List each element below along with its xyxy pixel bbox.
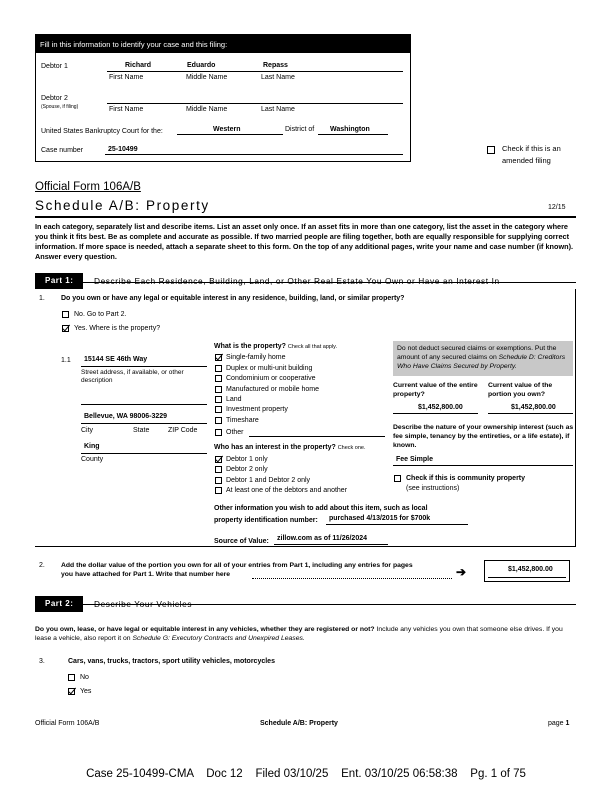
property-type-label: Condominium or cooperative xyxy=(226,375,316,382)
what-property-title: What is the property? xyxy=(214,343,286,350)
value-portion[interactable]: $1,452,800.00 xyxy=(511,404,556,411)
q1-yes-label: Yes. Where is the property? xyxy=(74,325,161,332)
part2-heading: Describe Your Vehicles xyxy=(94,599,193,609)
q3-no-checkbox[interactable] xyxy=(68,674,75,681)
what-property-label xyxy=(214,343,337,350)
q3-yes-checkbox[interactable] xyxy=(68,688,75,695)
debtor1-middle-name[interactable]: Eduardo xyxy=(187,62,216,69)
nature-value[interactable]: Fee Simple xyxy=(396,456,433,463)
court-district-line xyxy=(177,134,283,135)
district-state-line xyxy=(318,134,388,135)
debtor1-first-label: First Name xyxy=(109,74,144,81)
footer-title: Schedule A/B: Property xyxy=(260,720,338,727)
debtor1-first-name[interactable]: Richard xyxy=(125,62,152,69)
footer-page-word: page xyxy=(548,720,564,727)
source-label: Source of Value: xyxy=(214,538,269,545)
q1-question: Do you own or have any legal or equitable interest in any residence, building, land, or similar property? xyxy=(61,295,405,302)
footer-page-number: 1 xyxy=(565,720,570,727)
debtor1-label: Debtor 1 xyxy=(41,63,68,70)
property-type-label: Timeshare xyxy=(226,417,259,424)
street-label: Street address, if available, or other description xyxy=(81,369,184,384)
q1-no-checkbox[interactable] xyxy=(62,311,69,318)
community-property-sub: (see instructions) xyxy=(406,485,460,492)
case-number-label: Case number xyxy=(41,147,84,154)
debtor1-last-name[interactable]: Repass xyxy=(263,62,288,69)
form-date: 12/15 xyxy=(548,204,566,211)
debtor2-last-label: Last Name xyxy=(261,106,295,113)
property-type-label: Investment property xyxy=(226,406,288,413)
arrow-icon: ➔ xyxy=(456,565,467,579)
property-type-checkbox[interactable] xyxy=(215,386,222,393)
identify-box xyxy=(35,34,411,162)
other-info-line2: property identification number: xyxy=(214,517,318,524)
form-intro: In each category, separately list and describe items. List an asset only once. If an asset fits in more than one category, list the asset in the category where you think it fits best. Be as complete and accurate as possible. If two married people are filing together, both are equally responsible for supplying correct information. If more space is needed, attach a separate sheet to this form. On the top of any additional pages, write your name and case number (if known). Answer every question. xyxy=(35,222,574,261)
part2-tab: Part 2: xyxy=(35,596,83,612)
part2-intro-rest: Include any vehicles you own that someone else drives. If you lease a vehicle, also report it on xyxy=(35,626,563,642)
property-type-label: Land xyxy=(226,396,242,403)
q1-number: 1. xyxy=(39,295,45,302)
debtor1-last-label: Last Name xyxy=(261,74,295,81)
q2-line2 xyxy=(61,571,230,578)
value-entire-line xyxy=(393,413,478,414)
court-label: United States Bankruptcy Court for the: xyxy=(41,128,163,135)
schedule-g-ref: Schedule G: Executory Contracts and Unexpired Leases. xyxy=(132,635,305,642)
other-line xyxy=(249,436,385,437)
property-type-label: Manufactured or mobile home xyxy=(226,386,319,393)
part1-tab: Part 1: xyxy=(35,273,83,289)
property-type-checkbox[interactable] xyxy=(215,429,222,436)
who-interest-option: Debtor 2 only xyxy=(226,466,268,473)
who-interest-sub: Check one. xyxy=(337,445,366,451)
secured-claims-note xyxy=(393,341,573,376)
court-district-name[interactable]: Western xyxy=(213,126,241,133)
community-property-checkbox[interactable] xyxy=(394,475,401,482)
other-info-value[interactable]: purchased 4/13/2015 for $700k xyxy=(329,515,431,522)
property-type-checkbox[interactable] xyxy=(215,375,222,382)
footer-form: Official Form 106A/B xyxy=(35,720,100,727)
part2-intro-bold: Do you own, lease, or have legal or equitable interest in any vehicles, whether they are registered or not? xyxy=(35,626,375,633)
q3-question: Cars, vans, trucks, tractors, sport utility vehicles, motorcycles xyxy=(68,658,275,665)
who-interest-checkbox[interactable] xyxy=(215,477,222,484)
county-line xyxy=(81,453,207,454)
city-state-zip[interactable]: Bellevue, WA 98006-3229 xyxy=(84,413,168,420)
amended-checkbox[interactable] xyxy=(487,146,495,154)
amended-line2: amended filing xyxy=(502,156,551,165)
street-address[interactable]: 15144 SE 46th Way xyxy=(84,356,148,363)
q1-no-label: No. Go to Part 2. xyxy=(74,311,127,318)
identify-banner: Fill in this information to identify your case and this filing: xyxy=(36,35,410,53)
court-stamp: Case 25-10499-CMA Doc 12 Filed 03/10/25 Ent. 03/10/25 06:58:38 Pg. 1 of 75 xyxy=(86,768,526,780)
nature-label: Describe the nature of your ownership interest (such as fee simple, tenancy by the entireties, or a life estate), if known. xyxy=(393,424,574,449)
what-property-sub: Check all that apply. xyxy=(287,344,338,350)
district-state[interactable]: Washington xyxy=(330,126,370,133)
other-info-line1: Other information you wish to add about this item, such as local xyxy=(214,505,428,512)
q2-line1: Add the dollar value of the portion you own for all of your entries from Part 1, including any entries for pages xyxy=(61,562,413,569)
who-interest-title: Who has an interest in the property? xyxy=(214,444,336,451)
debtor2-first-label: First Name xyxy=(109,106,144,113)
debtor1-line xyxy=(107,71,403,72)
property-type-label: Duplex or multi-unit building xyxy=(226,365,313,372)
value-portion-label: Current value of the portion you own? xyxy=(488,382,553,398)
value-entire[interactable]: $1,452,800.00 xyxy=(418,404,463,411)
property-type-checkbox[interactable] xyxy=(215,365,222,372)
form-title: Schedule A/B: Property xyxy=(35,198,210,213)
q3-number: 3. xyxy=(39,658,45,665)
street-line-2 xyxy=(81,404,207,405)
value-entire-label: Current value of the entire property? xyxy=(393,382,478,398)
zip-label: ZIP Code xyxy=(168,427,198,434)
county-label: County xyxy=(81,456,104,463)
city-line xyxy=(81,423,207,424)
debtor2-middle-label: Middle Name xyxy=(186,106,228,113)
property-type-checkbox[interactable] xyxy=(215,406,222,413)
who-interest-checkbox[interactable] xyxy=(215,487,222,494)
who-interest-option: Debtor 1 and Debtor 2 only xyxy=(226,477,311,484)
who-interest-checkbox[interactable] xyxy=(215,456,222,463)
debtor1-middle-label: Middle Name xyxy=(186,74,228,81)
debtor2-sub: (Spouse, if filing) xyxy=(41,104,79,110)
case-number[interactable]: 25-10499 xyxy=(108,146,138,153)
community-property-label: Check if this is community property xyxy=(406,475,526,482)
case-number-line xyxy=(105,154,403,155)
debtor2-label: Debtor 2 xyxy=(41,95,68,102)
who-interest-label xyxy=(214,444,366,451)
property-type-label: Other xyxy=(226,429,244,436)
who-interest-checkbox[interactable] xyxy=(215,466,222,473)
q2-number: 2. xyxy=(39,562,45,569)
source-line xyxy=(274,544,388,545)
q2-total[interactable]: $1,452,800.00 xyxy=(508,566,553,573)
q3-no-label: No xyxy=(80,674,89,681)
secured-claims-text: Do not deduct secured claims or exemptions. Put the amount of any secured claims on xyxy=(397,345,557,361)
source-value[interactable]: zillow.com as of 11/26/2024 xyxy=(277,535,368,542)
property-type-checkbox[interactable] xyxy=(215,354,222,361)
footer-page xyxy=(548,720,569,727)
item-number: 1.1 xyxy=(61,357,71,364)
part2-intro xyxy=(35,625,576,643)
schedule-d-ref: Schedule D: Creditors Who Have Claims Secured by Property. xyxy=(397,354,566,370)
q2-dot-leader xyxy=(252,578,452,579)
q3-yes-label: Yes xyxy=(80,688,92,695)
property-type-checkbox[interactable] xyxy=(215,417,222,424)
city-label: City xyxy=(81,427,94,434)
property-type-label: Single-family home xyxy=(226,354,286,361)
official-form-label: Official Form 106A/B xyxy=(35,181,141,193)
nature-line xyxy=(393,465,573,466)
value-portion-line xyxy=(488,413,573,414)
state-label: State xyxy=(133,427,150,434)
street-line xyxy=(81,366,207,367)
debtor2-line xyxy=(107,103,403,104)
title-rule xyxy=(35,216,576,218)
q1-yes-checkbox[interactable] xyxy=(62,325,69,332)
county-value[interactable]: King xyxy=(84,443,100,450)
who-interest-option: Debtor 1 only xyxy=(226,456,268,463)
who-interest-option: At least one of the debtors and another xyxy=(226,487,348,494)
other-info-line xyxy=(326,524,468,525)
property-type-checkbox[interactable] xyxy=(215,396,222,403)
amended-line1: Check if this is an xyxy=(502,144,561,153)
part1-heading: Describe Each Residence, Building, Land, or Other Real Estate You Own or Have an Interest In xyxy=(94,276,500,286)
q2-line2-text: you have attached for Part 1. Write that number here xyxy=(61,571,231,578)
district-of-label: District of xyxy=(285,126,315,133)
